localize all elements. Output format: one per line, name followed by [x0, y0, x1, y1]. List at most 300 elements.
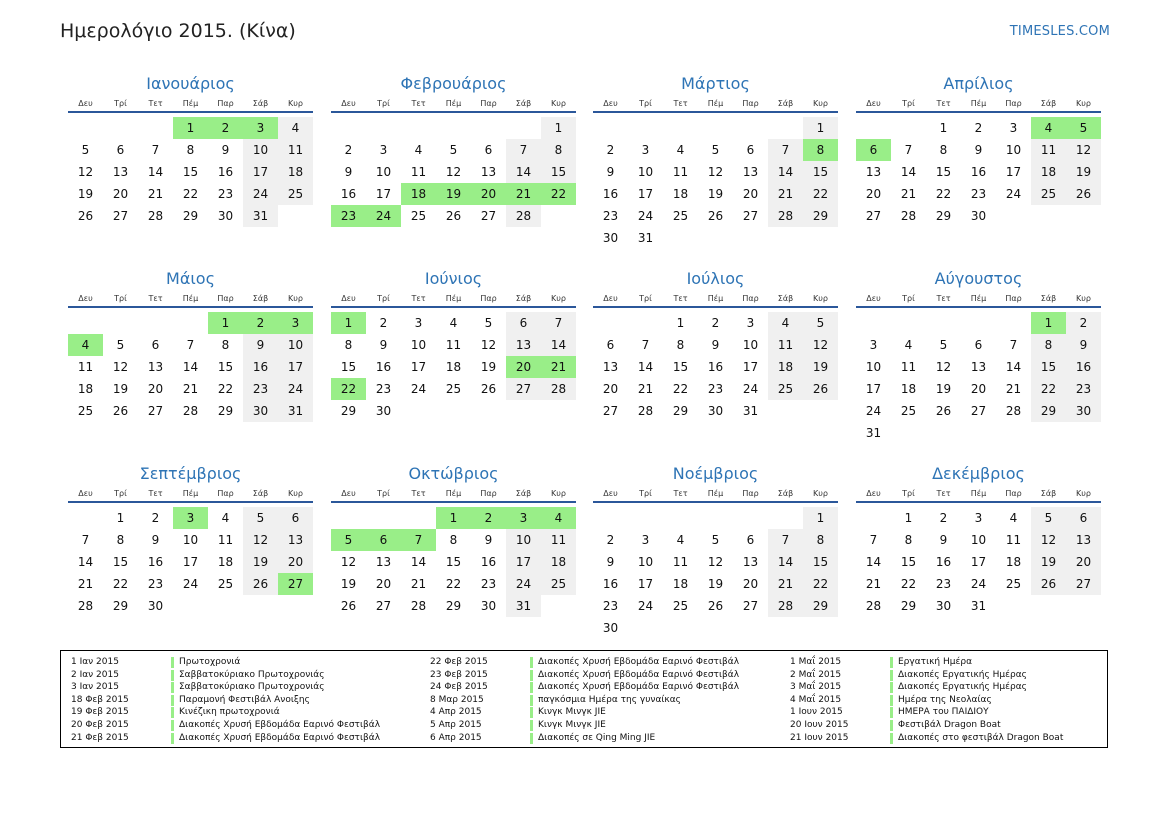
day-cell: 26	[77, 209, 94, 223]
holiday-cell: 23	[331, 205, 366, 227]
weekday-label: Τρί	[377, 294, 390, 303]
legend-row	[430, 669, 739, 682]
day-cell: 28	[900, 209, 917, 223]
day-cell: 14	[410, 555, 427, 569]
day-cell: 3	[641, 143, 650, 157]
holiday-date: 5 Απρ 2015	[430, 719, 482, 730]
holiday-cell: 4	[541, 507, 576, 529]
holiday-marker	[530, 695, 533, 706]
holiday-date: 18 Φεβ 2015	[71, 694, 129, 705]
day-cell: 26	[243, 573, 278, 595]
day-cell: 20	[742, 577, 759, 591]
day-cell: 21	[77, 577, 94, 591]
weekday-label: Δευ	[78, 294, 93, 303]
day-cell: 20	[742, 187, 759, 201]
weekday-label: Πέμ	[445, 294, 462, 303]
day-cell: 19	[707, 187, 724, 201]
weekday-header	[856, 292, 1101, 308]
holiday-cell: 1	[173, 117, 208, 139]
day-cell: 29	[900, 599, 917, 613]
day-cell: 7	[641, 338, 650, 352]
month-calendar	[856, 72, 1101, 227]
holiday-date: 8 Μαρ 2015	[430, 694, 484, 705]
day-cell: 16	[935, 555, 952, 569]
empty-cell	[68, 117, 103, 139]
day-cell: 30	[935, 599, 952, 613]
holiday-marker	[171, 720, 174, 731]
day-cell: 23	[480, 577, 497, 591]
weekday-label: Παρ	[480, 99, 497, 108]
day-cell: 30	[602, 621, 619, 635]
day-cell: 2	[606, 143, 615, 157]
day-cell: 4	[768, 312, 803, 334]
day-cell: 8	[186, 143, 195, 157]
holiday-marker	[171, 670, 174, 681]
weekday-label: Παρ	[217, 294, 234, 303]
day-cell: 12	[1031, 529, 1066, 551]
weekday-header	[593, 97, 838, 113]
day-cell: 25	[278, 183, 313, 205]
weekday-label: Τρί	[114, 99, 127, 108]
holiday-name: Παραμονή Φεστιβάλ Ανοιξης	[179, 694, 310, 705]
day-cell: 18	[672, 187, 689, 201]
day-cell: 4	[449, 316, 458, 330]
day-cell: 20	[112, 187, 129, 201]
day-cell: 17	[637, 577, 654, 591]
day-cell: 20	[865, 187, 882, 201]
weekday-label: Τρί	[114, 489, 127, 498]
day-cell: 1	[676, 316, 685, 330]
weekday-label: Τετ	[411, 489, 426, 498]
weekday-label: Παρ	[1005, 99, 1022, 108]
empty-cell	[331, 117, 366, 139]
day-cell: 7	[81, 533, 90, 547]
day-cell: 23	[1066, 378, 1101, 400]
day-grid	[68, 312, 313, 422]
weekday-header	[331, 487, 576, 503]
day-cell: 16	[707, 360, 724, 374]
day-cell: 12	[707, 165, 724, 179]
holiday-name: Διακοπές Χρυσή Εβδομάδα Εαρινό Φεστιβάλ	[538, 682, 740, 693]
day-cell: 26	[803, 378, 838, 400]
day-cell: 17	[742, 360, 759, 374]
weekday-label: Παρ	[742, 99, 759, 108]
day-cell: 9	[151, 533, 160, 547]
day-cell: 19	[935, 382, 952, 396]
weekday-label: Δευ	[341, 489, 356, 498]
holiday-cell: 24	[366, 205, 401, 227]
empty-cell	[593, 312, 628, 334]
month-calendar	[68, 462, 313, 617]
day-cell: 23	[217, 187, 234, 201]
weekday-label: Δευ	[341, 294, 356, 303]
day-cell: 27	[1066, 573, 1101, 595]
empty-cell	[663, 507, 698, 529]
day-cell: 8	[449, 533, 458, 547]
day-cell: 1	[803, 117, 838, 139]
weekday-label: Σάβ	[252, 99, 269, 108]
day-cell: 19	[803, 356, 838, 378]
day-cell: 17	[865, 382, 882, 396]
empty-cell	[628, 507, 663, 529]
day-cell: 16	[375, 360, 392, 374]
day-cell: 24	[637, 209, 654, 223]
holiday-marker	[530, 657, 533, 668]
empty-cell	[926, 312, 961, 334]
day-cell: 23	[707, 382, 724, 396]
weekday-header	[68, 97, 313, 113]
day-cell: 24	[970, 577, 987, 591]
day-cell: 30	[217, 209, 234, 223]
day-cell: 4	[1009, 511, 1018, 525]
weekday-label: Τετ	[673, 489, 688, 498]
day-cell: 25	[768, 378, 803, 400]
day-cell: 13	[1066, 529, 1101, 551]
day-cell: 22	[672, 382, 689, 396]
holiday-date: 6 Απρ 2015	[430, 732, 482, 743]
day-cell: 2	[711, 316, 720, 330]
day-cell: 10	[410, 338, 427, 352]
day-cell: 2	[151, 511, 160, 525]
day-cell: 6	[151, 338, 160, 352]
day-cell: 26	[112, 404, 129, 418]
holiday-name: Διακοπές στο φεστιβάλ Dragon Boat	[898, 732, 1064, 743]
month-calendar	[68, 267, 313, 422]
day-cell: 8	[904, 533, 913, 547]
holiday-name: Διακοπές Εργατικής Ημέρας	[898, 682, 1027, 693]
day-cell: 10	[375, 165, 392, 179]
holiday-marker	[530, 720, 533, 731]
weekday-label: Τετ	[411, 294, 426, 303]
day-cell: 3	[869, 338, 878, 352]
day-cell: 15	[900, 555, 917, 569]
empty-cell	[891, 312, 926, 334]
day-cell: 10	[243, 139, 278, 161]
weekday-label: Τρί	[114, 294, 127, 303]
legend-row	[71, 681, 380, 694]
day-cell: 27	[865, 209, 882, 223]
holiday-cell: 27	[278, 573, 313, 595]
day-cell: 14	[768, 161, 803, 183]
day-cell: 1	[939, 121, 948, 135]
weekday-label: Σάβ	[252, 294, 269, 303]
month-name: Ιούνιος	[424, 269, 483, 288]
holiday-cell: 5	[1066, 117, 1101, 139]
weekday-label: Πέμ	[182, 99, 199, 108]
day-cell: 29	[672, 404, 689, 418]
day-cell: 9	[379, 338, 388, 352]
day-cell: 21	[147, 187, 164, 201]
empty-cell	[401, 117, 436, 139]
day-cell: 13	[742, 165, 759, 179]
day-cell: 29	[1031, 400, 1066, 422]
day-cell: 18	[900, 382, 917, 396]
day-cell: 1	[541, 117, 576, 139]
day-cell: 17	[1005, 165, 1022, 179]
day-cell: 16	[602, 577, 619, 591]
day-cell: 30	[707, 404, 724, 418]
holiday-date: 4 Μαΐ 2015	[790, 694, 842, 705]
day-cell: 8	[221, 338, 230, 352]
weekday-label: Δευ	[603, 294, 618, 303]
day-cell: 2	[1066, 312, 1101, 334]
legend-row	[790, 656, 1063, 669]
month-calendar	[856, 462, 1101, 617]
day-cell: 16	[970, 165, 987, 179]
weekday-label: Τρί	[639, 99, 652, 108]
day-cell: 30	[970, 209, 987, 223]
day-cell: 17	[970, 555, 987, 569]
holiday-name: Κινγκ Μινγκ JIE	[538, 719, 606, 730]
day-cell: 28	[768, 595, 803, 617]
day-cell: 8	[939, 143, 948, 157]
day-cell: 19	[340, 577, 357, 591]
day-cell: 6	[278, 507, 313, 529]
day-cell: 14	[541, 334, 576, 356]
month-calendar	[331, 72, 576, 227]
legend-row	[71, 656, 380, 669]
weekday-label: Τρί	[377, 99, 390, 108]
weekday-label: Δευ	[341, 99, 356, 108]
weekday-label: Τετ	[936, 294, 951, 303]
day-cell: 18	[217, 555, 234, 569]
day-cell: 27	[480, 209, 497, 223]
day-grid	[331, 312, 576, 422]
day-cell: 13	[480, 165, 497, 179]
legend-column	[790, 656, 1063, 744]
holiday-cell: 1	[331, 312, 366, 334]
day-cell: 29	[803, 205, 838, 227]
empty-cell	[331, 507, 366, 529]
day-cell: 4	[414, 143, 423, 157]
day-cell: 13	[602, 360, 619, 374]
day-cell: 5	[449, 143, 458, 157]
weekday-label: Πέμ	[970, 99, 987, 108]
holiday-date: 3 Ιαν 2015	[71, 682, 119, 693]
day-cell: 14	[637, 360, 654, 374]
weekday-label: Σάβ	[777, 99, 794, 108]
day-cell: 9	[1066, 334, 1101, 356]
day-cell: 12	[1066, 139, 1101, 161]
day-cell: 4	[221, 511, 230, 525]
day-cell: 28	[1005, 404, 1022, 418]
day-cell: 22	[182, 187, 199, 201]
day-cell: 15	[112, 555, 129, 569]
day-cell: 12	[77, 165, 94, 179]
holiday-cell: 1	[1031, 312, 1066, 334]
legend-column	[430, 656, 739, 744]
day-cell: 5	[484, 316, 493, 330]
month-calendar	[593, 462, 838, 639]
day-cell: 16	[340, 187, 357, 201]
day-cell: 5	[803, 312, 838, 334]
day-cell: 21	[182, 382, 199, 396]
day-cell: 20	[375, 577, 392, 591]
empty-cell	[856, 312, 891, 334]
month-calendar	[68, 72, 313, 227]
day-cell: 13	[375, 555, 392, 569]
day-cell: 26	[1031, 573, 1066, 595]
day-cell: 29	[217, 404, 234, 418]
weekday-label: Τετ	[673, 99, 688, 108]
day-cell: 12	[243, 529, 278, 551]
holiday-date: 19 Φεβ 2015	[71, 707, 129, 718]
day-cell: 14	[900, 165, 917, 179]
holiday-cell: 20	[471, 183, 506, 205]
holiday-cell: 1	[436, 507, 471, 529]
day-cell: 21	[900, 187, 917, 201]
day-cell: 3	[641, 533, 650, 547]
holiday-name: Εργατική Ημέρα	[898, 657, 972, 667]
day-cell: 19	[480, 360, 497, 374]
day-cell: 25	[1031, 183, 1066, 205]
empty-cell	[768, 507, 803, 529]
day-grid	[593, 117, 838, 249]
empty-cell	[138, 117, 173, 139]
empty-cell	[593, 117, 628, 139]
legend-row	[71, 706, 380, 719]
day-cell: 20	[278, 551, 313, 573]
holiday-name: Πρωτοχρονιά	[179, 657, 241, 667]
weekday-header	[331, 292, 576, 308]
weekday-label: Τετ	[148, 99, 163, 108]
weekday-header	[68, 292, 313, 308]
holiday-cell: 8	[803, 139, 838, 161]
weekday-label: Κυρ	[551, 294, 566, 303]
day-cell: 19	[1066, 161, 1101, 183]
day-cell: 19	[77, 187, 94, 201]
day-cell: 19	[243, 551, 278, 573]
empty-cell	[856, 507, 891, 529]
holiday-name: Διακοπές σε Qing Ming JIE	[538, 732, 656, 743]
month-name: Μάρτιος	[681, 74, 750, 93]
weekday-label: Πέμ	[445, 99, 462, 108]
day-cell: 13	[147, 360, 164, 374]
legend-row	[71, 719, 380, 732]
day-cell: 8	[116, 533, 125, 547]
weekday-label: Πέμ	[970, 294, 987, 303]
day-cell: 5	[1031, 507, 1066, 529]
day-cell: 1	[803, 507, 838, 529]
day-grid	[856, 312, 1101, 444]
holiday-name: Διακοπές Χρυσή Εβδομάδα Εαρινό Φεστιβάλ	[179, 719, 381, 730]
day-cell: 29	[112, 599, 129, 613]
day-cell: 14	[865, 555, 882, 569]
day-cell: 7	[541, 312, 576, 334]
holiday-cell: 3	[506, 507, 541, 529]
holiday-date: 1 Ιουν 2015	[790, 707, 843, 718]
weekday-label: Σάβ	[515, 99, 532, 108]
weekday-label: Πέμ	[707, 99, 724, 108]
day-cell: 27	[742, 209, 759, 223]
holiday-name: Διακοπές Χρυσή Εβδομάδα Εαρινό Φεστιβάλ	[538, 657, 740, 667]
day-cell: 2	[606, 533, 615, 547]
holiday-date: 3 Μαΐ 2015	[790, 682, 842, 693]
empty-cell	[891, 117, 926, 139]
day-cell: 24	[506, 573, 541, 595]
day-cell: 20	[970, 382, 987, 396]
legend-row	[71, 669, 380, 682]
holiday-name: Κινγκ Μινγκ JIE	[538, 707, 606, 718]
holiday-date: 4 Απρ 2015	[430, 707, 482, 718]
day-cell: 12	[445, 165, 462, 179]
day-cell: 9	[221, 143, 230, 157]
day-cell: 5	[116, 338, 125, 352]
day-cell: 15	[935, 165, 952, 179]
day-cell: 11	[900, 360, 917, 374]
day-cell: 12	[112, 360, 129, 374]
day-cell: 14	[77, 555, 94, 569]
day-cell: 7	[1009, 338, 1018, 352]
day-cell: 14	[768, 551, 803, 573]
day-cell: 23	[375, 382, 392, 396]
weekday-label: Κυρ	[813, 489, 828, 498]
month-name: Σεπτέμβριος	[139, 464, 242, 483]
day-cell: 22	[1031, 378, 1066, 400]
weekday-label: Κυρ	[551, 489, 566, 498]
empty-cell	[961, 312, 996, 334]
day-cell: 23	[935, 577, 952, 591]
day-cell: 8	[1031, 334, 1066, 356]
day-cell: 29	[340, 404, 357, 418]
weekday-label: Δευ	[866, 99, 881, 108]
empty-cell	[628, 117, 663, 139]
day-grid	[856, 117, 1101, 227]
empty-cell	[138, 312, 173, 334]
holiday-marker	[890, 707, 893, 718]
month-calendar	[331, 267, 576, 422]
day-cell: 14	[506, 161, 541, 183]
day-cell: 23	[970, 187, 987, 201]
day-cell: 17	[637, 187, 654, 201]
day-cell: 31	[637, 231, 654, 245]
month-name: Φεβρουάριος	[400, 74, 507, 93]
day-cell: 11	[541, 529, 576, 551]
holiday-date: 23 Φεβ 2015	[430, 669, 488, 680]
day-cell: 22	[900, 577, 917, 591]
day-cell: 16	[602, 187, 619, 201]
holiday-cell: 1	[208, 312, 243, 334]
day-cell: 8	[541, 139, 576, 161]
empty-cell	[103, 117, 138, 139]
weekday-label: Σάβ	[1040, 294, 1057, 303]
day-cell: 13	[865, 165, 882, 179]
day-cell: 10	[742, 338, 759, 352]
day-cell: 15	[672, 360, 689, 374]
day-cell: 7	[869, 533, 878, 547]
day-cell: 15	[445, 555, 462, 569]
day-cell: 28	[637, 404, 654, 418]
day-grid	[856, 507, 1101, 617]
empty-cell	[996, 312, 1031, 334]
day-cell: 26	[707, 209, 724, 223]
holiday-name: Διακοπές Χρυσή Εβδομάδα Εαρινό Φεστιβάλ	[179, 732, 381, 743]
weekday-label: Σάβ	[252, 489, 269, 498]
day-cell: 14	[182, 360, 199, 374]
day-cell: 28	[768, 205, 803, 227]
site-link[interactable]: TIMESLES.COM	[1009, 24, 1110, 39]
month-name: Δεκέμβριος	[932, 464, 1025, 483]
holiday-name: παγκόσμια Ημέρα της γυναίκας	[538, 694, 681, 705]
holiday-cell: 19	[436, 183, 471, 205]
day-cell: 13	[742, 555, 759, 569]
day-grid	[593, 312, 838, 422]
day-cell: 14	[147, 165, 164, 179]
weekday-label: Τρί	[639, 294, 652, 303]
weekday-label: Τετ	[148, 489, 163, 498]
weekday-label: Παρ	[742, 489, 759, 498]
day-cell: 18	[77, 382, 94, 396]
